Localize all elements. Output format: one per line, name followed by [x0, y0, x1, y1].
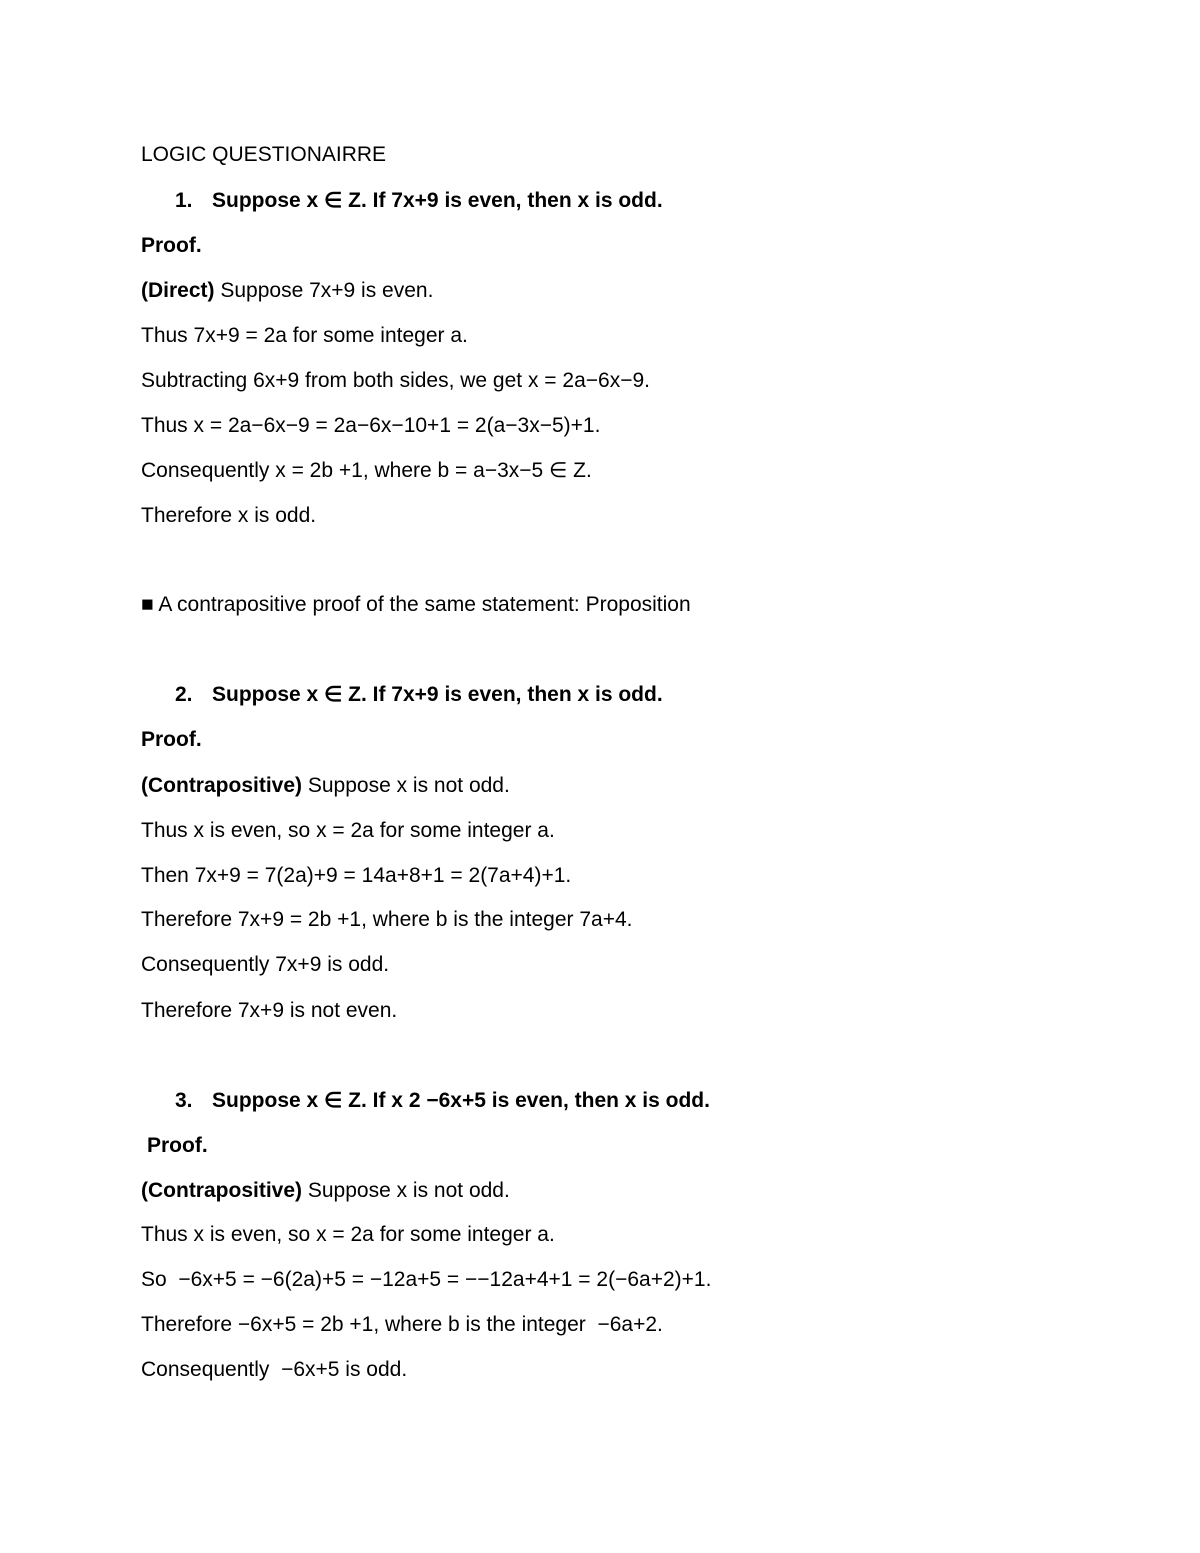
- question-1-proof-label: Proof.: [141, 234, 202, 257]
- proof-text: Suppose x is not odd.: [302, 774, 510, 797]
- document-title: LOGIC QUESTIONAIRRE: [141, 143, 387, 166]
- question-3-proof-line: Thus x is even, so x = 2a for some integer a.: [141, 1223, 555, 1246]
- question-2-proof-line: Then 7x+9 = 7(2a)+9 = 14a+8+1 = 2(7a+4)+1.: [141, 864, 572, 887]
- question-2-proof-line: Consequently 7x+9 is odd.: [141, 953, 390, 976]
- question-3-proof-line: Consequently −6x+5 is odd.: [141, 1358, 408, 1381]
- contrapositive-note: ■ A contrapositive proof of the same statement: Proposition: [141, 593, 691, 616]
- question-3-statement: Suppose x ∈ Z. If x 2 −6x+5 is even, then x is odd.: [212, 1089, 710, 1112]
- proof-text: Suppose x is not odd.: [302, 1179, 510, 1202]
- question-3-proof-line: [141, 1178, 510, 1204]
- proof-method: (Contrapositive): [141, 774, 303, 797]
- question-2-proof-line: Thus x is even, so x = 2a for some integer a.: [141, 819, 555, 842]
- question-1-proof-line: Consequently x = 2b +1, where b = a−3x−5 ∈ Z.: [141, 459, 592, 482]
- question-1-proof-line: Thus x = 2a−6x−9 = 2a−6x−10+1 = 2(a−3x−5)+1.: [141, 414, 601, 437]
- question-3-number: 3.: [175, 1089, 193, 1112]
- question-2-proof-line: [141, 773, 510, 799]
- question-2-number: 2.: [175, 683, 193, 706]
- question-2-proof-line: Therefore 7x+9 is not even.: [141, 999, 398, 1022]
- question-1-proof-line: Therefore x is odd.: [141, 504, 317, 527]
- question-1-proof-line: Subtracting 6x+9 from both sides, we get x = 2a−6x−9.: [141, 369, 650, 392]
- question-3-proof-line: So −6x+5 = −6(2a)+5 = −12a+5 = −−12a+4+1 = 2(−6a+2)+1.: [141, 1268, 712, 1291]
- proof-method: (Direct): [141, 279, 215, 302]
- question-1-proof-line: Thus 7x+9 = 2a for some integer a.: [141, 324, 468, 347]
- proof-method: (Contrapositive): [141, 1179, 303, 1202]
- question-3-proof-line: Therefore −6x+5 = 2b +1, where b is the integer −6a+2.: [141, 1313, 663, 1336]
- question-2-proof-label: Proof.: [141, 728, 202, 751]
- question-2-statement: Suppose x ∈ Z. If 7x+9 is even, then x is odd.: [212, 683, 663, 706]
- question-1-proof-line: [141, 278, 433, 304]
- question-2-proof-line: Therefore 7x+9 = 2b +1, where b is the integer 7a+4.: [141, 908, 633, 931]
- proof-text: Suppose 7x+9 is even.: [214, 279, 434, 302]
- question-1-number: 1.: [175, 189, 193, 212]
- question-3-proof-label: Proof.: [147, 1134, 208, 1157]
- question-1-statement: Suppose x ∈ Z. If 7x+9 is even, then x is odd.: [212, 189, 663, 212]
